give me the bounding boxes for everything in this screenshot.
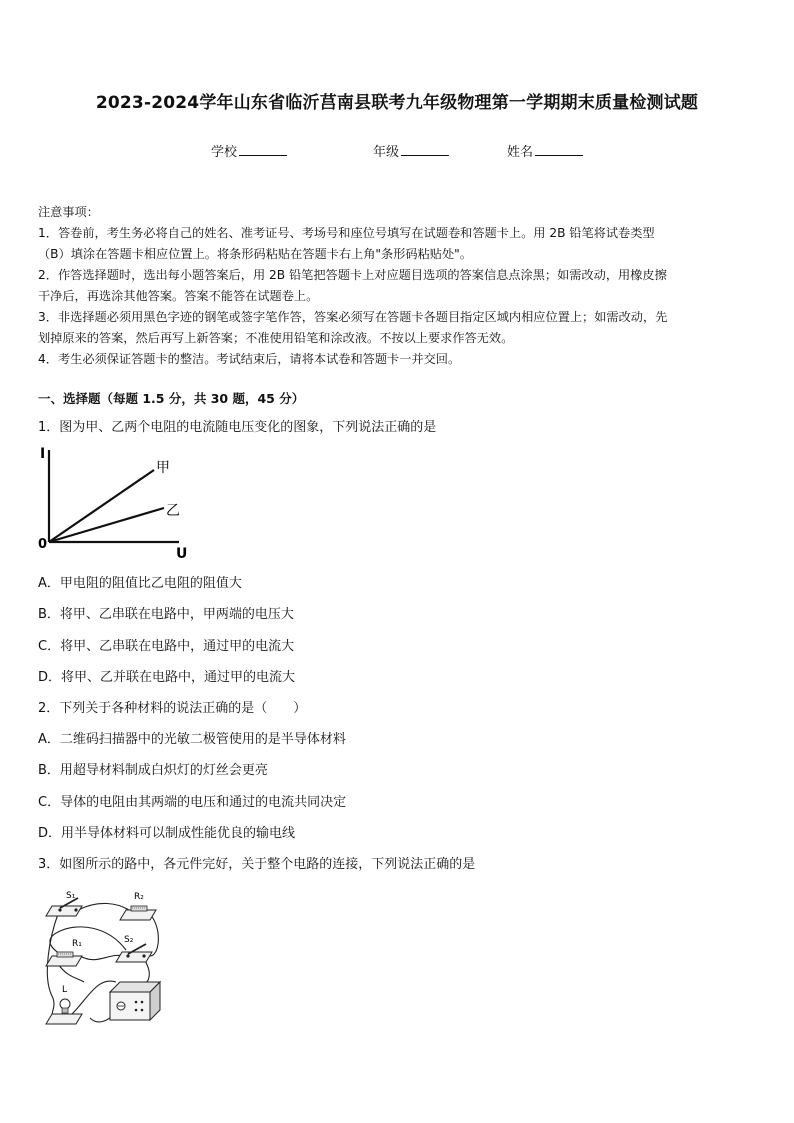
resistor-r1	[46, 952, 82, 966]
question-2-option-a[interactable]: A．二维码扫描器中的光敏二极管使用的是半导体材料	[38, 732, 346, 747]
power-supply	[110, 982, 160, 1020]
question-1-stem: 1．图为甲、乙两个电阻的电流随电压变化的图象，下列说法正确的是	[38, 420, 437, 435]
lamp-l	[46, 999, 82, 1024]
question-1-option-b[interactable]: B．将甲、乙串联在电路中，甲两端的电压大	[38, 607, 294, 622]
notice-line: 干净后，再选涂其他答案。答案不能答在试题卷上。	[38, 289, 319, 303]
r1-label: R₁	[72, 939, 82, 949]
question-1-option-d[interactable]: D．将甲、乙并联在电路中，通过甲的电流大	[38, 670, 296, 685]
notice-line: 划掉原来的答案，然后再写上新答案；不准使用铅笔和涂改液。不按以上要求作答无效。	[38, 331, 514, 345]
y-axis-label: I	[40, 446, 46, 462]
section-heading: 一、选择题（每题 1.5 分，共 30 题，45 分）	[38, 391, 305, 406]
notice-line: 2．作答选择题时，选出每小题答案后，用 2B 铅笔把答题卡上对应题目选项的答案信息点涂黑；如需改动，用橡皮擦	[38, 268, 667, 282]
question-2-stem: 2．下列关于各种材料的说法正确的是（ ）	[38, 701, 307, 716]
question-1-option-a[interactable]: A．甲电阻的阻值比乙电阻的阻值大	[38, 576, 242, 591]
s1-label: S₁	[66, 891, 76, 901]
switch-s1[interactable]	[46, 898, 82, 916]
notice-line: （B）填涂在答题卡相应位置上。将条形码粘贴在答题卡右上角"条形码粘贴处"。	[38, 247, 472, 261]
grade-label: 年级	[373, 145, 400, 160]
notice-line: 3．非选择题必须用黑色字迹的钢笔或签字笔作答，答案必须写在答题卡各题目指定区域内相应位置上；如需改动，先	[38, 310, 668, 324]
iu-graph-figure	[36, 440, 196, 560]
line-yi-label: 乙	[166, 503, 180, 519]
question-2-option-b[interactable]: B．用超导材料制成白炽灯的灯丝会更亮	[38, 763, 268, 778]
notice-heading: 注意事项：	[38, 205, 99, 219]
line-jia-label: 甲	[156, 460, 170, 476]
notice-line: 4．考生必须保证答题卡的整洁。考试结束后，请将本试卷和答题卡一并交回。	[38, 352, 461, 366]
school-field	[211, 141, 287, 160]
line-yi	[49, 508, 164, 542]
origin-label: 0	[38, 537, 48, 552]
circuit-figure	[38, 886, 168, 1034]
name-field	[507, 141, 583, 160]
school-label: 学校	[211, 145, 238, 160]
question-2-option-c[interactable]: C．导体的电阻由其两端的电压和通过的电流共同决定	[38, 795, 347, 810]
question-1-option-c[interactable]: C．将甲、乙串联在电路中，通过甲的电流大	[38, 639, 295, 654]
name-blank[interactable]	[535, 143, 583, 156]
lamp-label: L	[62, 985, 68, 995]
x-axis-label: U	[176, 546, 188, 560]
s2-label: S₂	[124, 935, 134, 945]
grade-blank[interactable]	[401, 143, 449, 156]
school-blank[interactable]	[239, 143, 287, 156]
switch-s2[interactable]	[116, 944, 152, 962]
question-3-stem: 3．如图所示的路中，各元件完好，关于整个电路的连接，下列说法正确的是	[38, 857, 476, 872]
name-label: 姓名	[507, 145, 534, 160]
r2-label: R₂	[134, 892, 144, 902]
exam-title: 2023-2024学年山东省临沂莒南县联考九年级物理第一学期期末质量检测试题	[95, 93, 699, 113]
grade-field	[373, 141, 449, 160]
question-2-option-d[interactable]: D．用半导体材料可以制成性能优良的输电线	[38, 826, 296, 841]
line-jia	[49, 470, 154, 542]
notice-line: 1．答卷前，考生务必将自己的姓名、准考证号、考场号和座位号填写在试题卷和答题卡上。用 2B 铅笔将试卷类型	[38, 226, 655, 240]
